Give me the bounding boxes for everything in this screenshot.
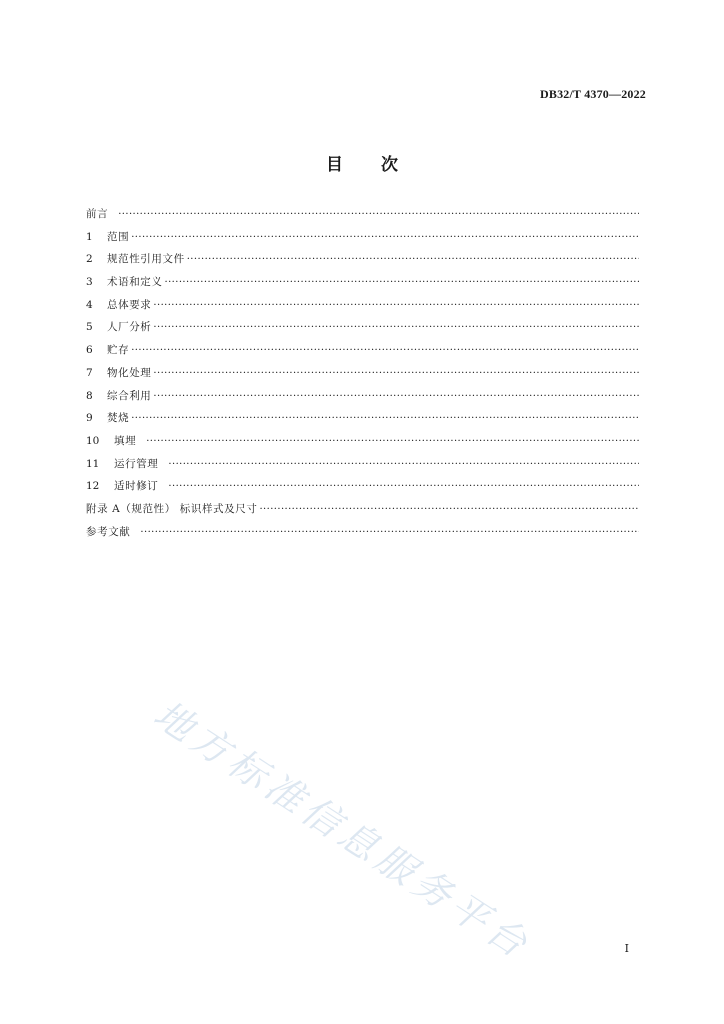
toc-dot-leader: [168, 480, 639, 492]
toc-dot-leader: [131, 344, 639, 356]
toc-entry-label: 焚烧: [107, 412, 130, 425]
toc-entry[interactable]: [86, 433, 639, 456]
toc-dot-leader: [131, 412, 639, 424]
toc-entry[interactable]: [86, 274, 639, 297]
toc-entry-label: 范围: [107, 230, 130, 243]
toc-entry[interactable]: [86, 456, 639, 479]
toc-entry-number: 8: [86, 389, 93, 402]
toc-entry-number: 3: [86, 276, 93, 289]
toc-entry[interactable]: [86, 478, 639, 501]
standard-code: DB32/T 4370—2022: [540, 87, 646, 101]
toc-entry[interactable]: [86, 319, 639, 342]
toc-entry-number: 12: [86, 480, 100, 493]
toc-entry-label: 填埋: [114, 434, 137, 447]
toc-entry[interactable]: [86, 410, 639, 433]
toc-entry-number: 6: [86, 344, 93, 357]
toc-dot-leader: [153, 367, 639, 379]
toc-entry-label: 物化处理: [107, 366, 152, 379]
toc-dot-leader: [153, 299, 639, 311]
toc-entry[interactable]: [86, 229, 639, 252]
toc-dot-leader: [259, 503, 639, 515]
toc-title-char-2: 次: [381, 155, 398, 175]
toc-dot-leader: [165, 276, 640, 288]
toc-title-char-1: 目: [326, 155, 343, 175]
toc-entry-label: 术语和定义: [107, 276, 163, 289]
toc-dot-leader: [131, 231, 639, 243]
watermark: 地方标准信息服务平台: [146, 691, 540, 969]
toc-entry-label: 规范性引用文件: [107, 253, 185, 266]
toc-entry-label: 附录 A（规范性） 标识样式及尺寸: [86, 502, 258, 515]
toc-dot-leader: [187, 253, 639, 265]
toc-entry-number: 10: [86, 434, 100, 447]
toc-entry-number: 4: [86, 298, 93, 311]
toc-entry-number: 7: [86, 366, 93, 379]
toc-entry-number: 1: [86, 230, 93, 243]
toc-entry-label: 运行管理: [114, 457, 159, 470]
toc-dot-leader: [146, 435, 639, 447]
toc-entry-number: 11: [86, 457, 100, 470]
toc-entry[interactable]: [86, 501, 639, 524]
toc-entry-label: 适时修订: [114, 480, 159, 493]
toc-dot-leader: [140, 526, 639, 538]
toc-entry-label: 参考文献: [86, 525, 131, 538]
toc-entry[interactable]: [86, 342, 639, 365]
toc-dot-leader: [153, 390, 639, 402]
toc-entry-number: 9: [86, 412, 93, 425]
toc-dot-leader: [168, 458, 639, 470]
toc-entry[interactable]: [86, 388, 639, 411]
toc-entry[interactable]: [86, 206, 639, 229]
page-number: I: [624, 942, 629, 955]
table-of-contents: [86, 206, 639, 546]
toc-entry-number: 2: [86, 253, 93, 266]
toc-title: [0, 150, 724, 175]
toc-entry-label: 总体要求: [107, 298, 152, 311]
toc-entry-label: 前言: [86, 208, 109, 220]
toc-entry-label: 贮存: [107, 344, 130, 357]
toc-entry[interactable]: [86, 297, 639, 320]
toc-entry[interactable]: [86, 365, 639, 388]
toc-entry-number: 5: [86, 321, 93, 334]
toc-dot-leader: [153, 321, 639, 333]
toc-entry[interactable]: [86, 524, 639, 547]
toc-entry-label: 人厂分析: [107, 321, 152, 334]
toc-entry[interactable]: [86, 251, 639, 274]
toc-dot-leader: [118, 208, 639, 220]
toc-entry-label: 综合利用: [107, 389, 152, 402]
